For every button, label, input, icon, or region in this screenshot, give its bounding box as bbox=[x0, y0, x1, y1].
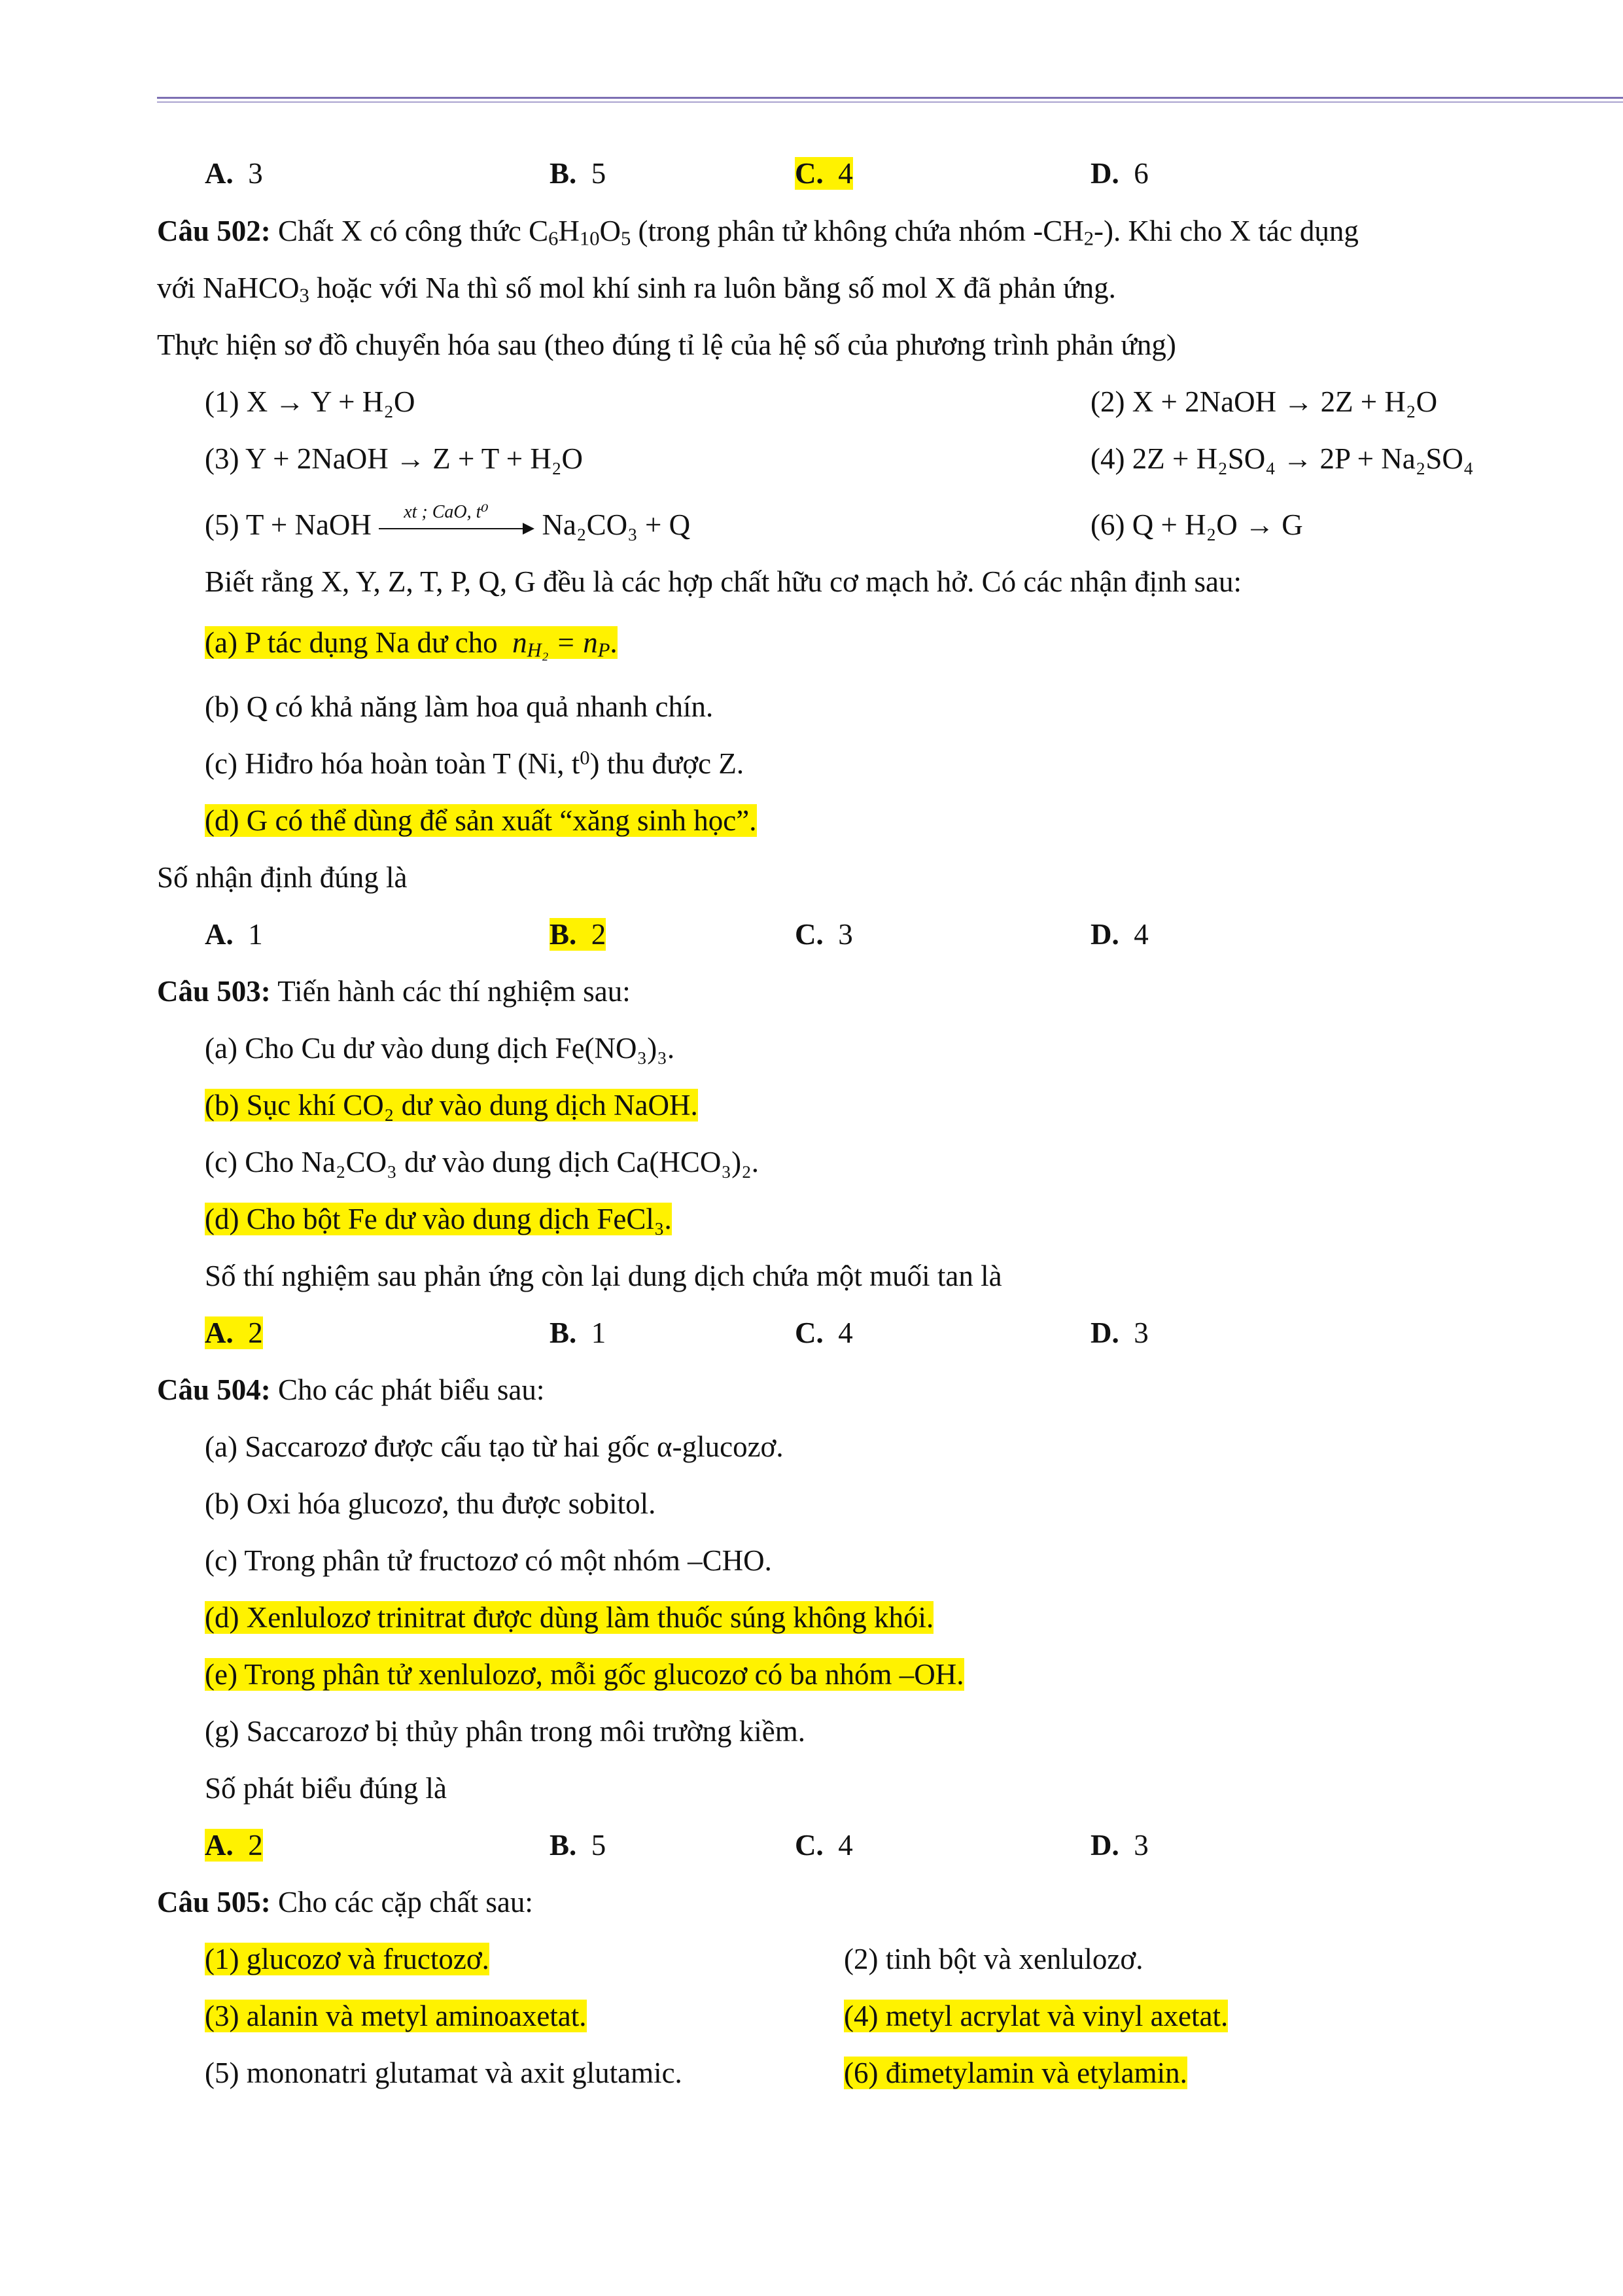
header-rule-thin bbox=[157, 101, 1623, 103]
q502-option-d: D. 4 bbox=[1091, 918, 1149, 951]
q503-option-c: C. 4 bbox=[795, 1316, 853, 1349]
q504-stem: Câu 504: Cho các phát biểu sau: bbox=[157, 1373, 545, 1406]
q502-option-c: C. 3 bbox=[795, 918, 853, 951]
q505-pair-6: (6) đimetylamin và etylamin. bbox=[844, 2057, 1187, 2089]
q503-item-a: (a) Cho Cu dư vào dung dịch Fe(NO₃)₃. bbox=[205, 1032, 675, 1065]
q504-item-g: (g) Saccarozơ bị thủy phân trong môi trường kiềm. bbox=[205, 1715, 806, 1748]
header-rule bbox=[157, 97, 1623, 99]
q502-statement-a: (a) P tác dụng Na dư cho $n_{H_2} = n_P$. bbox=[205, 626, 618, 662]
q502-count: Số nhận định đúng là bbox=[157, 861, 408, 894]
q504-option-d: D. 3 bbox=[1091, 1829, 1149, 1862]
q502-reaction-6: (6) Q + H₂O → G bbox=[1091, 508, 1303, 541]
q504-option-c: C. 4 bbox=[795, 1829, 853, 1862]
q504-option-b: B. 5 bbox=[550, 1829, 606, 1862]
q502-option-a: A. 1 bbox=[205, 918, 263, 951]
q503-option-a: A. 2 bbox=[205, 1316, 263, 1349]
q504-item-a: (a) Saccarozơ được cấu tạo từ hai gốc α-glucozơ. bbox=[205, 1430, 784, 1463]
q502-stem: Câu 502: Chất X có công thức $C_6H_{10}O_5$ (trong phân tử không chứa nhóm $-CH_2-$). Khi cho X tác dụng bbox=[157, 215, 1359, 250]
q501-option-a: A. 3 bbox=[205, 157, 263, 190]
q503-option-d: D. 3 bbox=[1091, 1316, 1149, 1349]
q504-item-b: (b) Oxi hóa glucozơ, thu được sobitol. bbox=[205, 1487, 656, 1520]
q503-option-b: B. 1 bbox=[550, 1316, 606, 1349]
q502-reaction-3: (3) Y + 2NaOH → Z + T + H₂O bbox=[205, 442, 584, 475]
q503-count: Số thí nghiệm sau phản ứng còn lại dung dịch chứa một muối tan là bbox=[205, 1260, 1002, 1292]
q502-known: Biết rằng X, Y, Z, T, P, Q, G đều là các hợp chất hữu cơ mạch hở. Có các nhận định sau: bbox=[205, 565, 1242, 598]
q501-option-b: B. 5 bbox=[550, 157, 606, 190]
q501-option-d: D. 6 bbox=[1091, 157, 1149, 190]
q502-scheme-intro: Thực hiện sơ đồ chuyển hóa sau (theo đúng tỉ lệ của hệ số của phương trình phản ứng) bbox=[157, 328, 1176, 361]
q502-reaction-1: (1) X → Y + H₂O bbox=[205, 385, 415, 418]
q502-statement-b: (b) Q có khả năng làm hoa quả nhanh chín. bbox=[205, 690, 714, 723]
q504-option-a: A. 2 bbox=[205, 1829, 263, 1862]
q502-reaction-4: (4) 2Z + H₂SO₄ → 2P + Na₂SO₄ bbox=[1091, 442, 1474, 475]
q504-item-c: (c) Trong phân tử fructozơ có một nhóm –CHO. bbox=[205, 1544, 772, 1577]
q503-item-c: (c) Cho Na₂CO₃ dư vào dung dịch Ca(HCO₃)₂. bbox=[205, 1146, 759, 1178]
q505-pair-3: (3) alanin và metyl aminoaxetat. bbox=[205, 2000, 587, 2032]
q505-pair-5: (5) mononatri glutamat và axit glutamic. bbox=[205, 2057, 682, 2089]
q505-stem: Câu 505: Cho các cặp chất sau: bbox=[157, 1886, 533, 1918]
q504-item-d: (d) Xenlulozơ trinitrat được dùng làm thuốc súng không khói. bbox=[205, 1601, 934, 1634]
q502-option-b: B. 2 bbox=[550, 918, 606, 951]
q503-stem: Câu 503: Tiến hành các thí nghiệm sau: bbox=[157, 975, 631, 1008]
reaction-arrow-with-condition: xt ; CaO, t⁰ bbox=[379, 515, 534, 541]
q503-item-b: (b) Sục khí CO₂ dư vào dung dịch NaOH. bbox=[205, 1089, 698, 1122]
q505-pair-1: (1) glucozơ và fructozơ. bbox=[205, 1943, 489, 1975]
q501-option-c: C. 4 bbox=[795, 157, 853, 190]
q502-statement-c: (c) Hiđro hóa hoàn toàn T (Ni, $t^0$) thu được Z. bbox=[205, 747, 744, 780]
q504-item-e: (e) Trong phân tử xenlulozơ, mỗi gốc glucozơ có ba nhóm –OH. bbox=[205, 1658, 964, 1691]
q502-stem-line2: với NaHCO$_3$ hoặc với Na thì số mol khí sinh ra luôn bằng số mol X đã phản ứng. bbox=[157, 272, 1116, 307]
q502-statement-d: (d) G có thể dùng để sản xuất “xăng sinh học”. bbox=[205, 804, 757, 837]
q504-count: Số phát biểu đúng là bbox=[205, 1772, 447, 1805]
q502-reaction-2: (2) X + 2NaOH → 2Z + H₂O bbox=[1091, 385, 1438, 418]
q503-item-d: (d) Cho bột Fe dư vào dung dịch FeCl₃. bbox=[205, 1203, 672, 1235]
q502-reaction-5: (5) T + NaOH xt ; CaO, t⁰ Na₂CO₃ + Q bbox=[205, 501, 691, 541]
q505-pair-2: (2) tinh bột và xenlulozơ. bbox=[844, 1943, 1143, 1975]
q505-pair-4: (4) metyl acrylat và vinyl axetat. bbox=[844, 2000, 1229, 2032]
